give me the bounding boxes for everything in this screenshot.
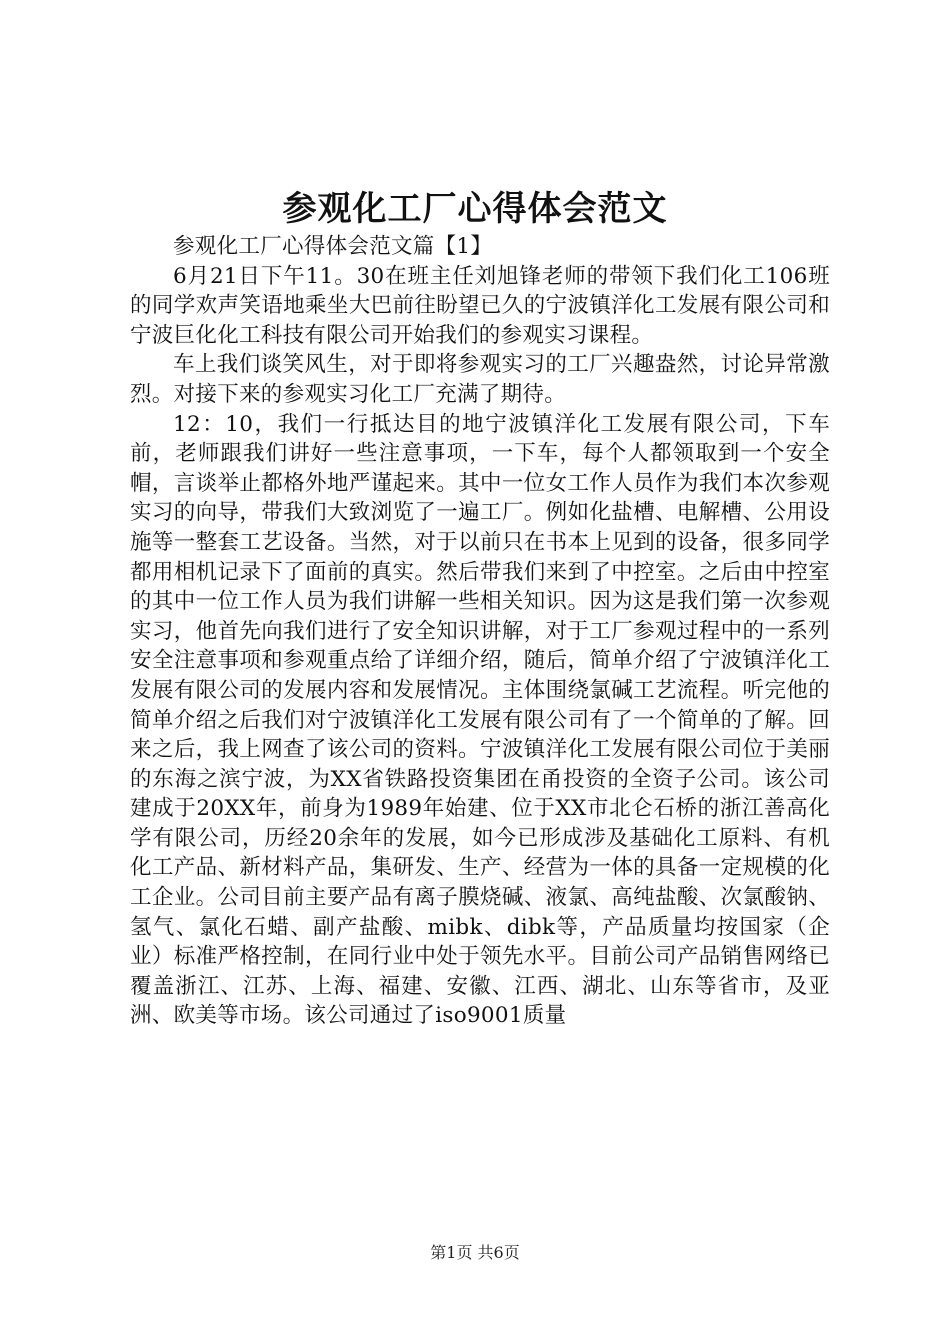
- section-heading: 参观化工厂心得体会范文篇【1】: [173, 234, 493, 259]
- document-body: [130, 232, 830, 1031]
- paragraph: 车上我们谈笑风生，对于即将参观实习的工厂兴趣盎然，讨论异常激烈。对接下来的参观实习化工厂充满了期待。: [130, 352, 830, 407]
- document-title: 参观化工厂心得体会范文: [282, 189, 668, 229]
- paragraph: 6月21日下午11。30在班主任刘旭锋老师的带领下我们化工106班的同学欢声笑语地乘坐大巴前往盼望已久的宁波镇洋化工发展有限公司和宁波巨化化工科技有限公司开始我们的参观实习课程。: [130, 263, 830, 348]
- page-number-footer: 第1页 共6页: [430, 1243, 520, 1262]
- paragraph: 12：10，我们一行抵达目的地宁波镇洋化工发展有限公司，下车前，老师跟我们讲好一些注意事项，一下车，每个人都领取到一个安全帽，言谈举止都格外地严谨起来。其中一位女工作人员作为我们本次参观实习的向导，带我们大致浏览了一遍工厂。例如化盐槽、电解槽、公用设施等一整套工艺设备。当然，对于以前只在书本上见到的设备，很多同学都用相机记录下了面前的真实。然后带我们来到了中控室。之后由中控室的其中一位工作人员为我们讲解一些相关知识。因为这是我们第一次参观实习，他首先向我们进行了安全知识讲解，对于工厂参观过程中的一系列安全注意事项和参观重点给了详细介绍，随后，简单介绍了宁波镇洋化工发展有限公司的发展内容和发展情况。主体围绕氯碱工艺流程。听完他的简单介绍之后我们对宁波镇洋化工发展有限公司有了一个简单的了解。回来之后，我上网查了该公司的资料。宁波镇洋化工发展有限公司位于美丽的东海之滨宁波，为XX省铁路投资集团在甬投资的全资子公司。该公司建成于20XX年，前身为1989年始建、位于XX市北仑石桥的浙江善高化学有限公司，历经20余年的发展，如今已形成涉及基础化工原料、有机化工产品、新材料产品，集研发、生产、经营为一体的具备一定规模的化工企业。公司目前主要产品有离子膜烧碱、液氯、高纯盐酸、次氯酸钠、氢气、氯化石蜡、副产盐酸、mibk、dibk等，产品质量均按国家（企业）标准严格控制，在同行业中处于领先水平。目前公司产品销售网络已覆盖浙江、江苏、上海、福建、安徽、江西、湖北、山东等省市，及亚洲、欧美等市场。该公司通过了iso9001质量: [130, 411, 830, 1029]
